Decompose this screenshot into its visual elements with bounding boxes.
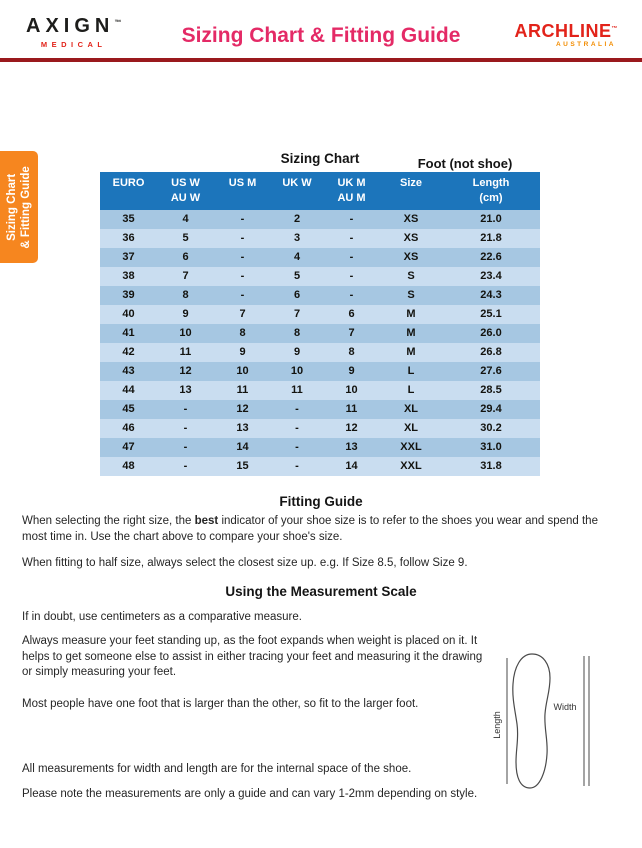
table-cell: 10: [345, 384, 358, 396]
table-cell: 25.1: [480, 308, 502, 320]
archline-wordmark: ARCHLINE: [514, 21, 612, 41]
table-row: [100, 400, 540, 419]
table-cell: 14: [345, 460, 358, 472]
table-cell: 2: [293, 213, 301, 225]
table-cell: 13: [345, 441, 358, 453]
table-cell: -: [240, 270, 245, 282]
table-cell: 24.3: [480, 289, 502, 301]
table-cell: XS: [403, 232, 419, 244]
table-cell: -: [349, 270, 354, 282]
table-cell: 11: [179, 346, 192, 358]
table-row: [100, 286, 540, 305]
table-cell: 39: [122, 289, 135, 301]
side-tab-label-line2: & Fitting Guide: [20, 165, 32, 249]
side-tab-label: [5, 166, 34, 248]
paragraph-text: When selecting the right size, the: [22, 515, 195, 527]
table-cell: 10: [236, 365, 249, 377]
table-cell: 22.6: [480, 251, 502, 263]
table-cell: 6: [293, 289, 301, 301]
table-cell: -: [240, 232, 245, 244]
measurement-heading: Using the Measurement Scale: [225, 584, 417, 599]
table-cell: S: [407, 289, 415, 301]
table-cell: 8: [348, 346, 355, 358]
table-cell: 40: [122, 308, 135, 320]
table-cell: 26.8: [480, 346, 502, 358]
side-tab-label-line1: Sizing Chart: [5, 173, 18, 241]
table-cell: 9: [239, 346, 246, 358]
table-cell: 35: [122, 213, 135, 225]
table-cell: 31.0: [480, 441, 502, 453]
table-header-row: [100, 172, 540, 210]
measurement-paragraph-4: All measurements for width and length are for the internal space of the shoe.: [22, 763, 412, 775]
fitting-paragraph-1: [22, 514, 622, 545]
table-cell: 7: [293, 308, 301, 320]
table-cell: 41: [122, 327, 135, 339]
table-cell: 10: [290, 365, 304, 377]
table-cell: 38: [122, 270, 135, 282]
table-cell: 42: [122, 346, 135, 358]
axign-wordmark: AXIGN: [26, 15, 115, 37]
table-cell: 15: [236, 460, 249, 472]
table-cell: 7: [348, 327, 355, 339]
table-cell: M: [406, 346, 416, 358]
sizing-chart-heading: Sizing Chart: [280, 151, 360, 166]
foot-diagram: [490, 650, 594, 792]
table-cell: -: [349, 213, 354, 225]
archline-logo: [515, 21, 619, 48]
table-cell: -: [295, 403, 299, 415]
table-row: [100, 438, 540, 457]
table-cell: 47: [122, 441, 135, 453]
table-cell: XL: [403, 403, 419, 415]
table-cell: XS: [403, 213, 419, 225]
table-cell: -: [240, 213, 245, 225]
table-cell: -: [349, 251, 354, 263]
table-cell: 12: [236, 403, 249, 415]
table-cell: 28.5: [480, 384, 502, 396]
table-cell: XXL: [400, 441, 422, 453]
table-cell: 12: [345, 422, 358, 434]
side-tab: [0, 151, 38, 263]
table-cell: 9: [348, 365, 355, 377]
archline-tm: ™: [611, 26, 618, 32]
column-header: Length (cm): [472, 177, 510, 204]
table-cell: -: [240, 289, 245, 301]
table-cell: S: [407, 270, 415, 282]
table-cell: -: [295, 460, 299, 472]
table-cell: -: [183, 422, 188, 434]
page-title: Sizing Chart & Fitting Guide: [181, 24, 461, 47]
table-cell: 21.0: [480, 213, 502, 225]
table-row: [100, 419, 540, 438]
table-cell: XXL: [400, 460, 422, 472]
table-row: [100, 362, 540, 381]
table-cell: -: [183, 441, 188, 453]
table-cell: 13: [179, 384, 192, 396]
table-cell: -: [349, 289, 354, 301]
table-cell: 29.4: [480, 403, 502, 415]
table-cell: L: [407, 365, 415, 377]
table-cell: 37: [122, 251, 135, 263]
table-row: [100, 343, 540, 362]
table-cell: 7: [239, 308, 246, 320]
column-header: US W AU W: [170, 177, 201, 204]
table-cell: M: [406, 308, 416, 320]
measurement-paragraph-1: If in doubt, use centimeters as a comparative measure.: [22, 611, 302, 623]
table-row: [100, 248, 540, 267]
table-cell: 46: [122, 422, 135, 434]
table-cell: -: [349, 232, 354, 244]
table-row: [100, 267, 540, 286]
table-cell: 27.6: [480, 365, 502, 377]
table-cell: 14: [236, 441, 249, 453]
table-cell: 13: [236, 422, 249, 434]
column-header: EURO: [112, 177, 145, 189]
fitting-paragraph-2: When fitting to half size, always select the closest size up. e.g. If Size 8.5, follow Size 9.: [22, 557, 468, 569]
table-cell: 45: [122, 403, 135, 415]
table-cell: 3: [293, 232, 301, 244]
table-cell: 4: [293, 251, 301, 263]
archline-logo-text: [515, 21, 619, 42]
measurement-paragraph-5: Please note the measurements are only a guide and can vary 1-2mm depending on style.: [22, 788, 478, 800]
table-cell: 48: [122, 460, 135, 472]
sizing-table: [100, 172, 540, 476]
table-cell: 31.8: [480, 460, 502, 472]
table-row: [100, 324, 540, 343]
width-label: Width: [553, 702, 577, 712]
table-cell: 12: [179, 365, 192, 377]
length-label: Length: [492, 711, 502, 739]
table-row: [100, 381, 540, 400]
table-cell: -: [295, 422, 299, 434]
table-cell: 8: [293, 327, 301, 339]
table-cell: XL: [403, 422, 419, 434]
paragraph-bold-text: best: [194, 515, 219, 527]
table-cell: 21.8: [480, 232, 502, 244]
table-cell: 11: [291, 384, 303, 396]
table-cell: 23.4: [480, 270, 502, 282]
table-cell: 43: [122, 365, 135, 377]
table-cell: 8: [182, 289, 189, 301]
table-row: [100, 210, 540, 229]
table-cell: 10: [179, 327, 192, 339]
foot-not-shoe-note: Foot (not shoe): [417, 156, 513, 171]
measurement-paragraph-3: Most people have one foot that is larger than the other, so fit to the larger foot.: [22, 698, 419, 710]
table-row: [100, 229, 540, 248]
table-body: [100, 210, 540, 476]
column-header: UK W: [282, 177, 312, 189]
table-cell: 8: [239, 327, 246, 339]
table-cell: 5: [293, 270, 301, 282]
axign-subtitle: MEDICAL: [40, 40, 107, 49]
table-cell: M: [406, 327, 416, 339]
table-cell: -: [183, 403, 188, 415]
table-cell: 5: [182, 232, 189, 244]
header-rule: [0, 58, 642, 62]
table-cell: 6: [348, 308, 355, 320]
table-cell: 11: [345, 403, 358, 415]
measurement-paragraph-2: Always measure your feet standing up, as the foot expands when weight is placed on it. It helps to get someone else to assist in either tracing your feet and measuring it the drawing or simply measuring your feet.: [22, 635, 483, 679]
table-row: [100, 457, 540, 476]
paragraph-text: indicator of your shoe size is to refer to the shoes you wear and spend the most time in. Use the chart above to compare your shoe's size.: [22, 515, 598, 543]
table-cell: 6: [182, 251, 189, 263]
table-cell: 30.2: [480, 422, 502, 434]
table-cell: 9: [293, 346, 301, 358]
axign-tm: ™: [114, 19, 122, 27]
table-cell: 7: [182, 270, 189, 282]
table-cell: 11: [236, 384, 249, 396]
fitting-guide-heading: Fitting Guide: [279, 494, 363, 509]
column-header: Size: [399, 177, 422, 189]
table-cell: 44: [122, 384, 135, 396]
column-header: UK M AU M: [337, 177, 366, 204]
table-cell: 4: [182, 213, 189, 225]
column-header: US M: [228, 177, 257, 189]
table-cell: 36: [122, 232, 135, 244]
table-row: [100, 305, 540, 324]
archline-subtitle: AUSTRALIA: [555, 41, 616, 48]
table-cell: 9: [182, 308, 189, 320]
table-cell: -: [295, 441, 299, 453]
foot-outline: [513, 654, 550, 788]
table-cell: 26.0: [480, 327, 502, 339]
table-cell: L: [407, 384, 415, 396]
table-cell: -: [183, 460, 188, 472]
table-cell: XS: [403, 251, 419, 263]
table-cell: -: [240, 251, 245, 263]
